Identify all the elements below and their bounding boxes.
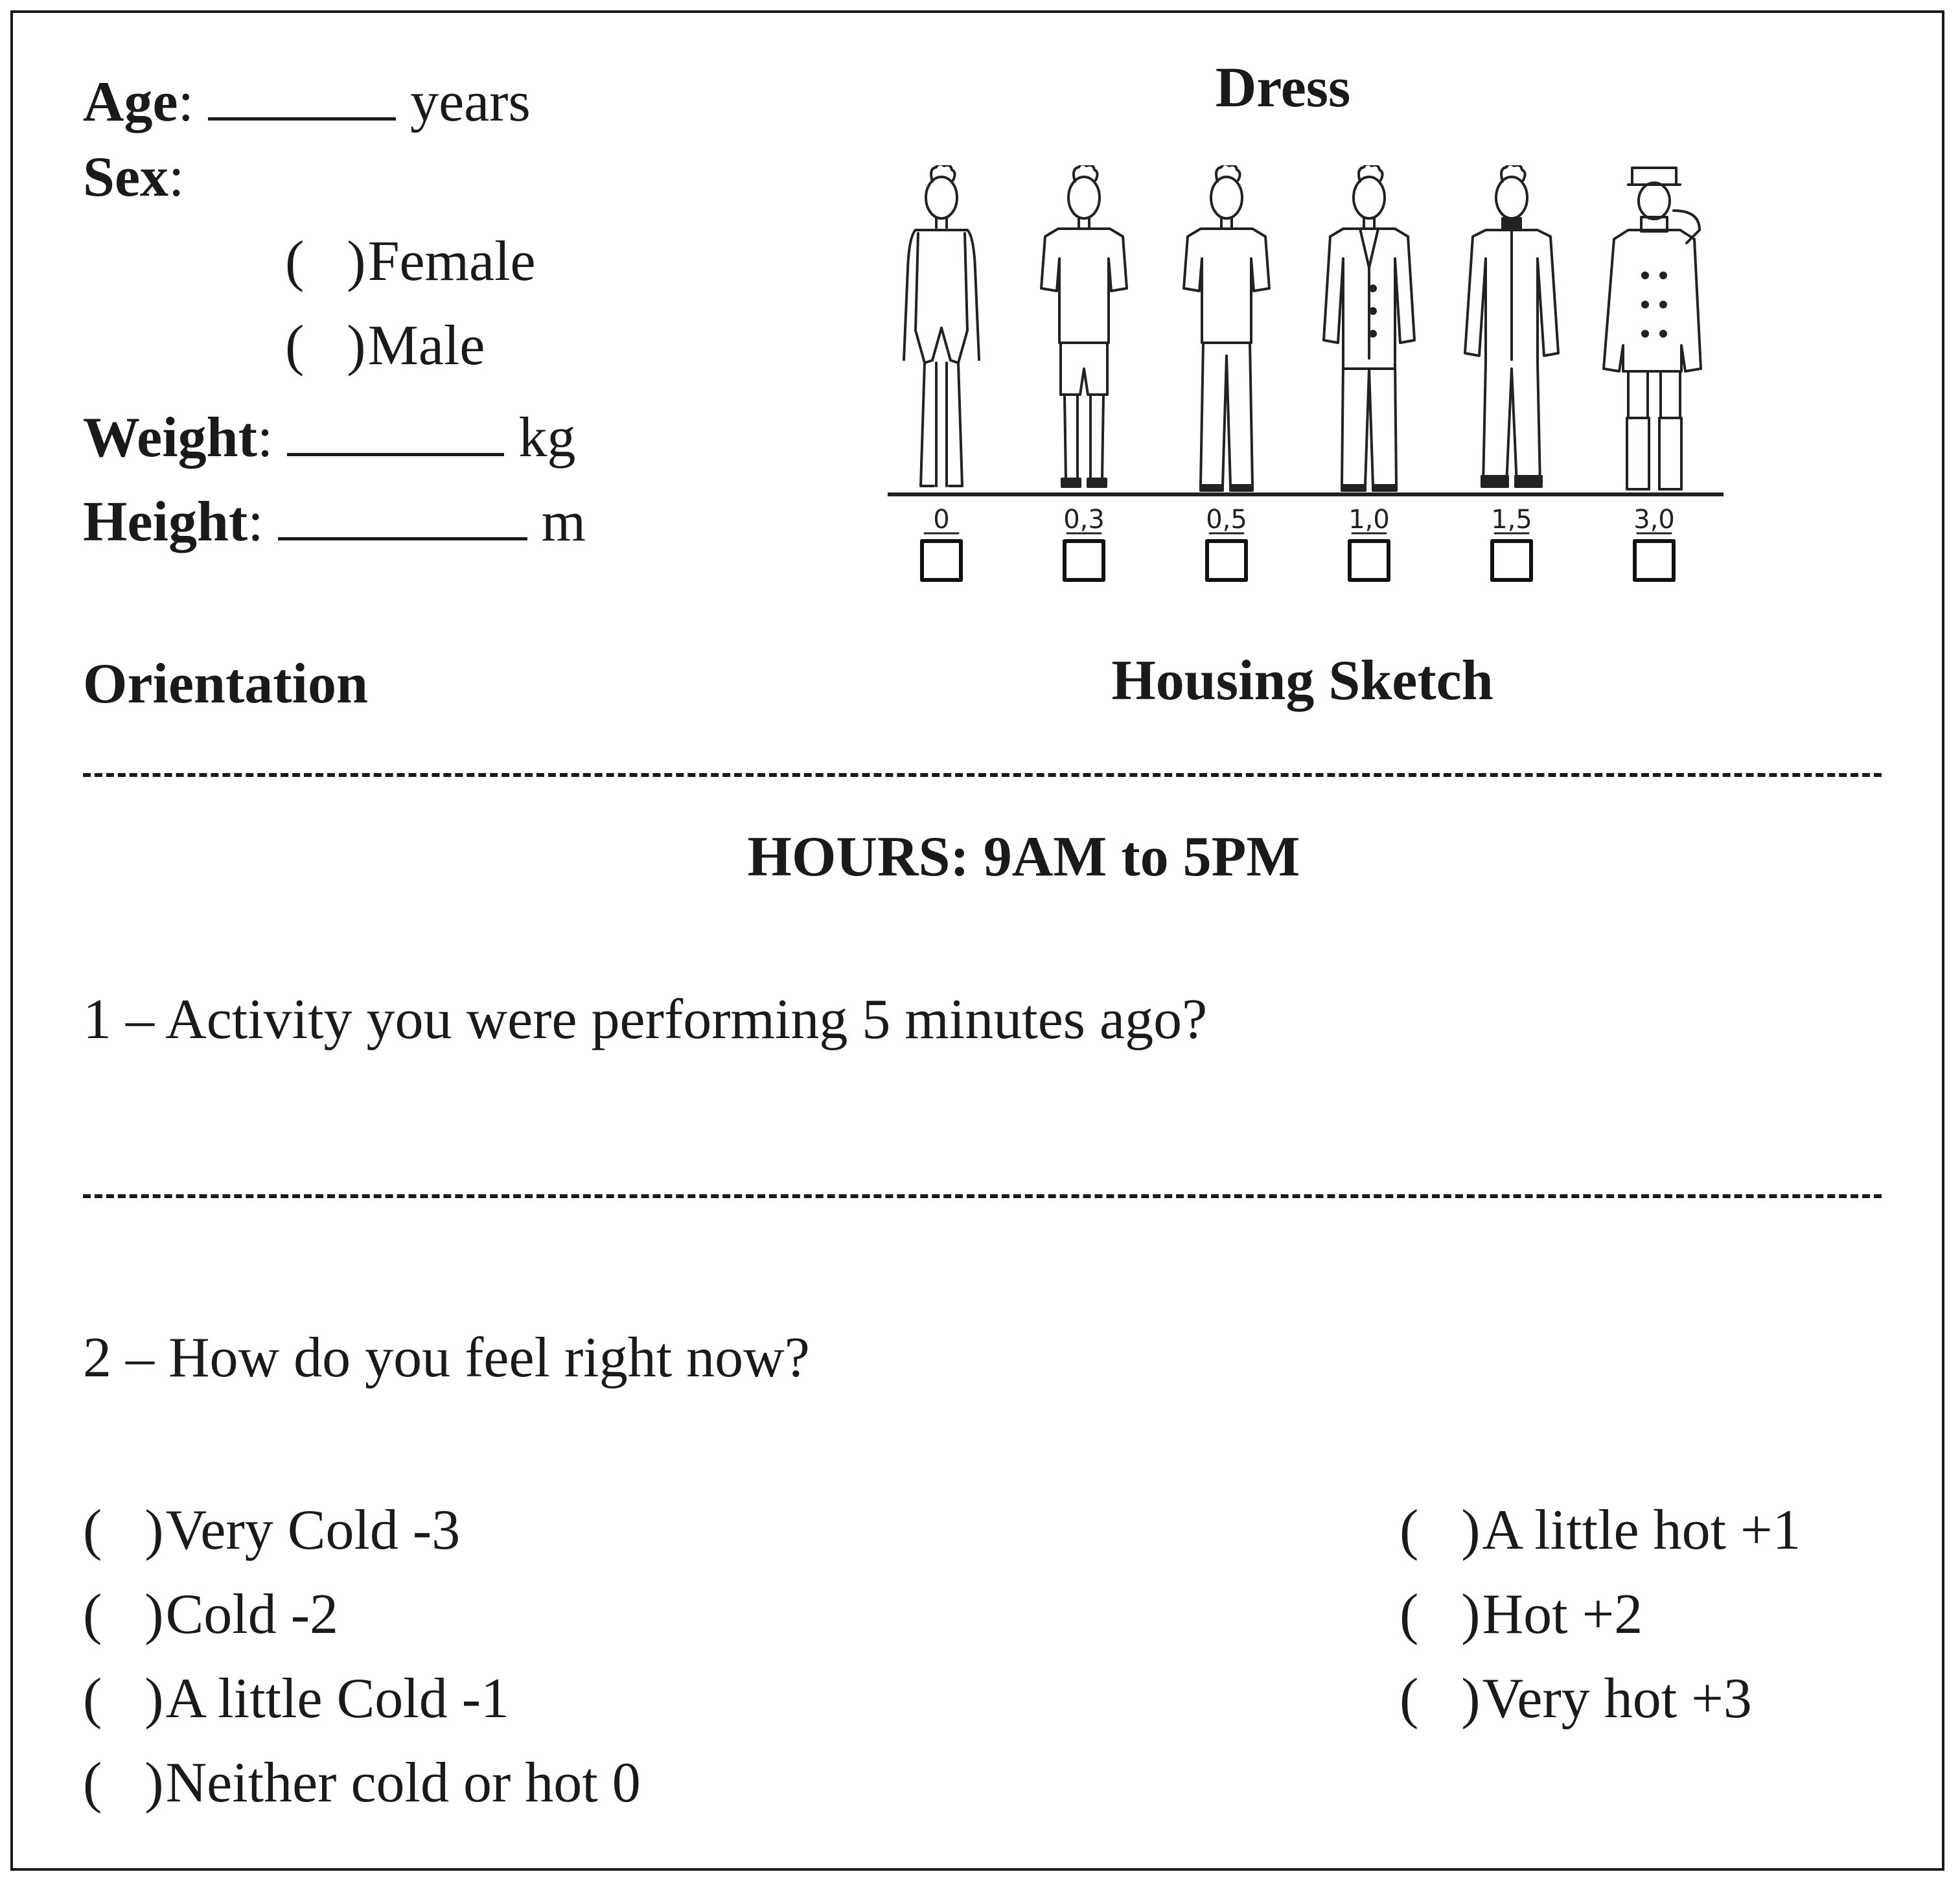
weight-row: Weight: kg	[83, 402, 575, 467]
feel-checkbox[interactable]: ( )	[83, 1752, 164, 1814]
sex-option-male[interactable]	[285, 314, 485, 377]
feel-option-label: Cold -2	[165, 1583, 339, 1646]
sex-option-label: Male	[367, 314, 485, 377]
feel-option-hot[interactable]	[1400, 1583, 1643, 1646]
feel-option-label: Very Cold -3	[165, 1499, 461, 1562]
question-1: 1 – Activity you were performing 5 minutes ago?	[83, 988, 1208, 1051]
answer-line-1[interactable]	[83, 1194, 1882, 1198]
feel-checkbox[interactable]: ( )	[83, 1499, 164, 1562]
weight-label: Weight	[83, 406, 257, 470]
age-unit: years	[410, 71, 531, 134]
clo-value-label: 0	[933, 505, 950, 535]
feel-checkbox[interactable]: ( )	[83, 1667, 164, 1730]
feel-option-label: A little Cold -1	[165, 1667, 510, 1730]
height-label: Height	[83, 491, 248, 554]
height-row: Height: m	[83, 486, 586, 551]
clo-checkbox[interactable]	[1350, 541, 1389, 580]
feel-option-neutral[interactable]	[83, 1752, 641, 1814]
clo-value-label: 0,5	[1206, 505, 1247, 535]
clo-value-label: 0,3	[1063, 505, 1105, 535]
dress-figures	[888, 165, 1724, 593]
weight-unit: kg	[518, 406, 576, 470]
figure-tshirt-trousers-icon	[1184, 165, 1269, 491]
sex-label: Sex	[83, 146, 168, 209]
figure-nude-icon	[904, 165, 979, 486]
sex-option-label: Female	[367, 230, 536, 293]
feel-option-label: Hot +2	[1482, 1583, 1643, 1646]
age-label: Age	[83, 71, 178, 134]
sex-row: Sex:	[83, 146, 185, 209]
feel-checkbox[interactable]: ( )	[1400, 1667, 1481, 1730]
sex-option-female[interactable]	[285, 230, 536, 293]
feel-checkbox[interactable]: ( )	[1400, 1499, 1481, 1562]
sex-female-checkbox[interactable]: ( )	[285, 230, 366, 293]
figure-winter-coat-icon	[1604, 168, 1701, 489]
feel-option-very-hot[interactable]	[1400, 1667, 1752, 1730]
hours-title: HOURS: 9AM to 5PM	[747, 826, 1300, 888]
height-unit: m	[541, 491, 586, 554]
age-input-line[interactable]	[208, 66, 396, 121]
feel-option-cold[interactable]	[83, 1583, 339, 1646]
clo-value-label: 1,5	[1491, 505, 1532, 535]
feel-checkbox[interactable]: ( )	[1400, 1583, 1481, 1646]
feel-checkbox[interactable]: ( )	[83, 1583, 164, 1646]
weight-input-line[interactable]	[287, 402, 504, 456]
figure-coveralls-icon	[1465, 165, 1558, 487]
clo-checkbox[interactable]	[1207, 541, 1246, 580]
dress-title: Dress	[1215, 56, 1351, 119]
age-row: Age: years	[83, 66, 531, 131]
feel-option-little-hot[interactable]	[1400, 1499, 1801, 1562]
clo-checkbox[interactable]	[1492, 541, 1531, 580]
feel-option-little-cold[interactable]	[83, 1667, 510, 1730]
divider-dashed-1	[83, 773, 1882, 777]
height-input-line[interactable]	[278, 486, 527, 540]
question-2: 2 – How do you feel right now?	[83, 1326, 810, 1389]
housing-sketch-label: Housing Sketch	[1111, 649, 1493, 712]
feel-option-label: Very hot +3	[1482, 1667, 1752, 1730]
clo-checkbox[interactable]	[1635, 541, 1674, 580]
clo-checkbox[interactable]	[1065, 541, 1103, 580]
clo-value-label: 3,0	[1633, 505, 1675, 535]
figure-tshirt-shorts-icon	[1041, 165, 1127, 487]
orientation-label: Orientation	[83, 653, 368, 715]
clo-value-label: 1,0	[1348, 505, 1390, 535]
feel-option-label: A little hot +1	[1482, 1499, 1801, 1562]
sex-male-checkbox[interactable]: ( )	[285, 314, 366, 377]
clo-checkbox[interactable]	[922, 541, 961, 580]
feel-option-label: Neither cold or hot 0	[165, 1752, 641, 1814]
feel-option-very-cold[interactable]	[83, 1499, 461, 1562]
figure-suit-icon	[1324, 165, 1414, 491]
